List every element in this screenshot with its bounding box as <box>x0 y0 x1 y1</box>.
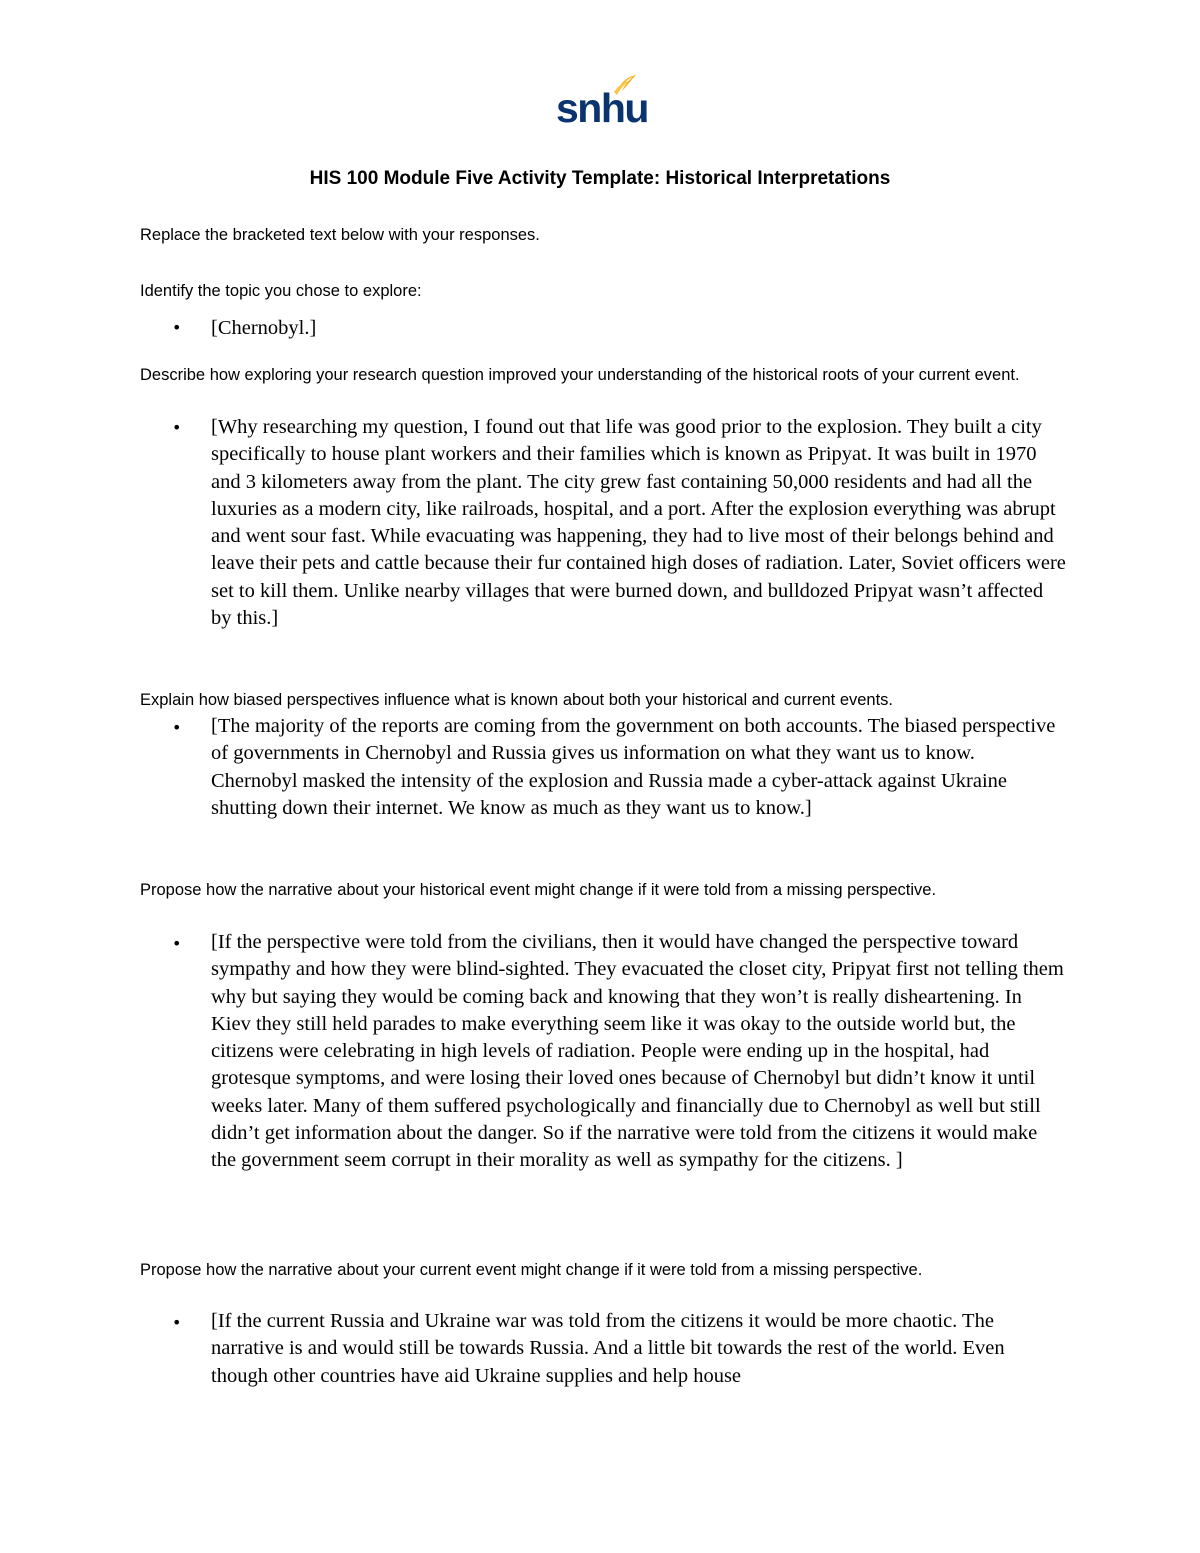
answer-biased-perspectives: [The majority of the reports are coming from the government on both accounts. The biased perspective of governments in Chernobyl and Russia gives us information on what they want us to know. Chernobyl masked the intensity of the explosion and Russia made a cyber-attack against Ukraine shutting down their internet. We know as much as they want us to know.] <box>211 715 1056 819</box>
bullet-icon: • <box>172 418 182 437</box>
snhu-logo <box>556 74 648 134</box>
logo-wordmark: snhu <box>556 85 648 131</box>
bullet-icon: • <box>172 318 182 337</box>
prompt-current-missing-perspective: Propose how the narrative about your current event might change if it were told from a missing perspective. <box>140 1261 923 1279</box>
prompt-topic: Identify the topic you chose to explore: <box>140 282 422 300</box>
prompt-biased-perspectives: Explain how biased perspectives influence what is known about both your historical and current events. <box>140 691 894 709</box>
answer-historical-missing-perspective: [If the perspective were told from the civilians, then it would have changed the perspective toward sympathy and how they were blind-sighted. They evacuated the closet city, Pripyat first not telling them why but saying they would be coming back and knowing that they won’t is really disheartening. In Kiev they still held parades to make everything seem like it was okay to the outside world but, the citizens were celebrating in high levels of radiation. People were ending up in the hospital, had grotesque symptoms, and were losing their loved ones because of Chernobyl but didn’t know it until weeks later. Many of them suffered psychologically and financially due to Chernobyl as well but still didn’t get information about the danger. So if the narrative were told from the citizens it would make the government seem corrupt in their morality as well as sympathy for the citizens. ] <box>211 931 1064 1172</box>
prompt-research-understanding: Describe how exploring your research question improved your understanding of the historical roots of your current event. <box>140 366 1020 384</box>
prompt-historical-missing-perspective: Propose how the narrative about your historical event might change if it were told from a missing perspective. <box>140 881 937 899</box>
answer-topic: [Chernobyl.] <box>211 317 317 339</box>
bullet-icon: • <box>172 934 182 953</box>
instructions-text: Replace the bracketed text below with your responses. <box>140 226 540 244</box>
answer-current-missing-perspective: [If the current Russia and Ukraine war was told from the citizens it would be more chaotic. The narrative is and would still be towards Russia. And a little bit towards the rest of the world. Even though other countries have aid Ukraine supplies and help house <box>211 1310 1005 1387</box>
bullet-icon: • <box>172 718 182 737</box>
answer-research-understanding: [Why researching my question, I found out that life was good prior to the explosion. They built a city specifically to house plant workers and their families which is known as Pripyat. It was built in 1970 and 3 kilometers away from the plant. The city grew fast containing 50,000 residents and had all the luxuries as a modern city, like railroads, hospital, and a port. After the explosion everything was abrupt and went sour fast. While evacuating was happening, they had to live most of their belongs behind and leave their pets and cattle because their fur contained high doses of radiation. Later, Soviet officers were set to kill them. Unlike nearby villages that were burned down, and bulldozed Pripyat wasn’t affected by this.] <box>211 416 1066 630</box>
document-title: HIS 100 Module Five Activity Template: Historical Interpretations <box>309 168 891 189</box>
bullet-icon: • <box>172 1313 182 1332</box>
